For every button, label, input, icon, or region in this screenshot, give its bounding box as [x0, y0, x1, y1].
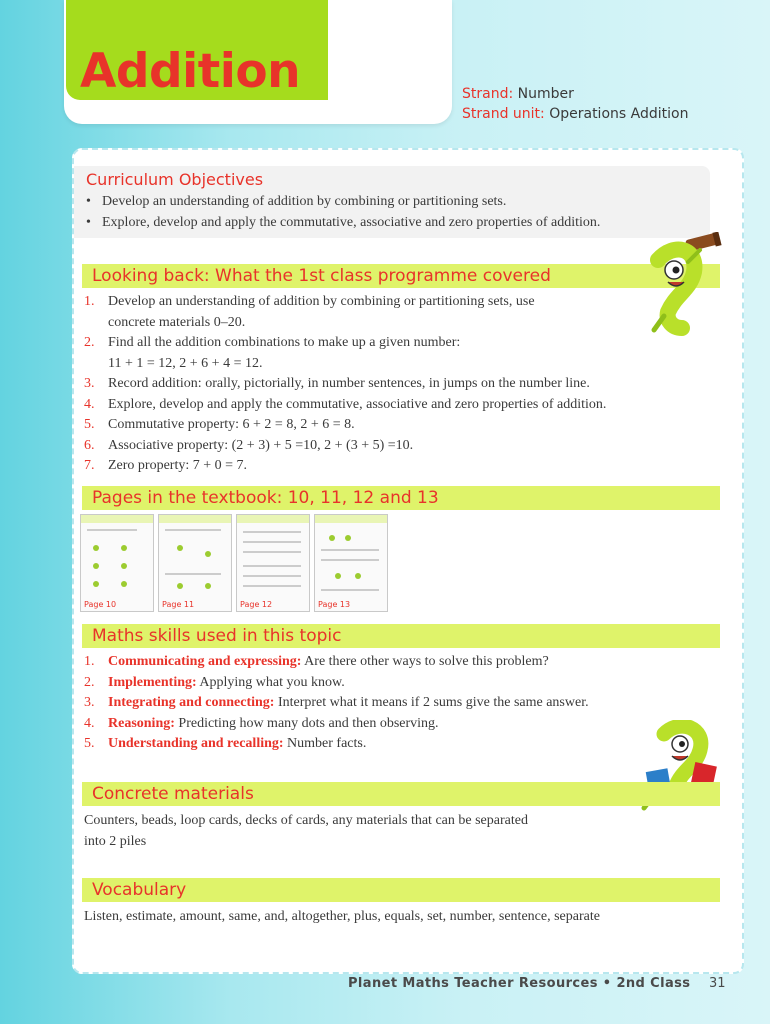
list-item: 6. Associative property: (2 + 3) + 5 =10, 2 + (3 + 5) =10.	[84, 437, 414, 453]
page-thumbnail-label: Page 10	[84, 600, 117, 609]
page-thumbnail	[236, 514, 310, 612]
list-item: 1. Develop an understanding of addition by combining or partitioning sets, use concrete materials 0–20.	[84, 294, 535, 330]
looking-back-heading: Looking back: What the 1st class programme covered	[82, 264, 720, 288]
vocabulary-text: Listen, estimate, amount, same, and, altogether, plus, equals, set, number, sentence, separate	[84, 909, 600, 924]
vocabulary-heading: Vocabulary	[82, 878, 720, 902]
concrete-text: Counters, beads, loop cards, decks of cards, any materials that can be separated into 2 piles	[84, 813, 528, 849]
list-item: 7. Zero property: 7 + 0 = 7.	[84, 458, 248, 473]
page-title: Addition	[80, 44, 301, 99]
page-thumbnail	[80, 514, 154, 612]
list-item: 5. Understanding and recalling: Number facts.	[84, 736, 367, 751]
strand-label: Strand:	[462, 86, 514, 102]
looking-back-list	[84, 292, 606, 477]
curriculum-list	[86, 191, 600, 233]
list-item: 5. Commutative property: 6 + 2 = 8, 2 + 6 = 8.	[84, 417, 355, 432]
list-item: 4. Explore, develop and apply the commutative, associative and zero properties of addition.	[84, 396, 607, 412]
page-thumbnail	[314, 514, 388, 612]
page-thumbnail-label: Page 12	[240, 600, 273, 609]
page-thumbnail-label: Page 11	[162, 600, 195, 609]
page-thumbnail-label: Page 13	[318, 600, 351, 609]
skills-heading: Maths skills used in this topic	[82, 624, 720, 648]
strand-unit-value: Operations Addition	[544, 106, 689, 122]
skills-list	[84, 652, 589, 755]
page-thumbnail	[158, 514, 232, 612]
page-number: 31	[709, 976, 726, 991]
textbook-heading: Pages in the textbook: 10, 11, 12 and 13	[82, 486, 720, 510]
telescope-mascot-icon	[628, 232, 728, 336]
list-item: 4. Reasoning: Predicting how many dots and then observing.	[84, 715, 439, 731]
curriculum-item: • Explore, develop and apply the commutative, associative and zero properties of addition.	[86, 212, 600, 233]
strand-info	[462, 84, 688, 124]
list-item: 3. Integrating and connecting: Interpret what it means if 2 sums give the same answer.	[84, 695, 589, 710]
strand-value: Number	[513, 86, 574, 102]
concrete-heading: Concrete materials	[82, 782, 720, 806]
curriculum-item: • Develop an understanding of addition by combining or partitioning sets.	[86, 191, 600, 212]
footer-text: Planet Maths Teacher Resources • 2nd Class	[348, 976, 691, 991]
strand-unit-label: Strand unit:	[462, 106, 545, 122]
list-item: 2. Find all the addition combinations to make up a given number: 11 + 1 = 12, 2 + 6 + 4 = 12.	[84, 335, 461, 371]
curriculum-heading: Curriculum Objectives	[86, 170, 264, 189]
list-item: 3. Record addition: orally, pictorially, in number sentences, in jumps on the number line.	[84, 376, 590, 391]
list-item: 2. Implementing: Applying what you know.	[84, 674, 345, 690]
list-item: 1. Communicating and expressing: Are there other ways to solve this problem?	[84, 654, 549, 669]
